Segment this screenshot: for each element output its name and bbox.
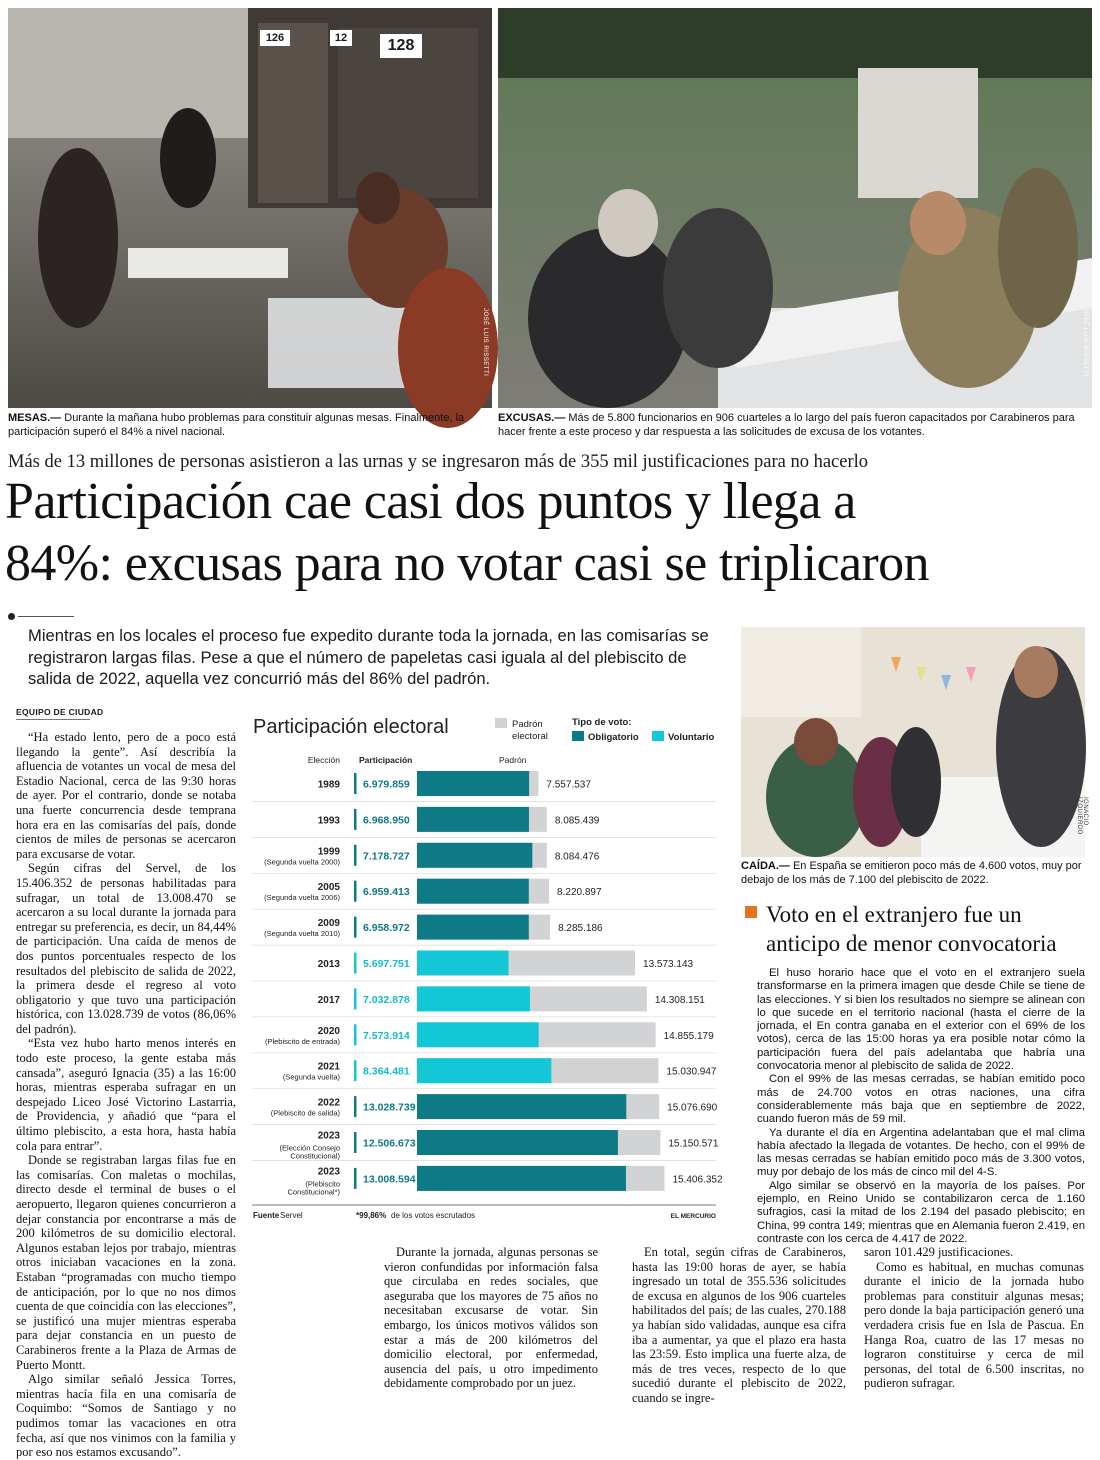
kicker: Más de 13 millones de personas asistieron a las urnas y se ingresaron más de 355 mil justificaciones para no hacerlo — [8, 452, 869, 472]
participation-bar — [417, 1094, 626, 1119]
row-subtitle: (Plebiscito de salida) — [270, 1108, 340, 1118]
row-year: 1989 — [317, 779, 340, 791]
row-subtitle: (Segunda vuelta) — [282, 1072, 340, 1082]
photo-mesas-illustration — [8, 8, 492, 408]
caption-label: MESAS.— — [8, 412, 62, 424]
photo-caida — [741, 627, 1088, 857]
article-paragraph: Durante la jornada, algunas personas se vieron confundidas por información falsa que circulaba en redes sociales, que aseguraba que los mayores de 75 años no necesitaban excusarse de votar. Sin embargo, los únicos motivos válidos son estar a más de 200 kilómetros del domicilio electoral, por enfermedad, ausencia del país, u otro impedimento debidamente comprobado por un juez. — [384, 1245, 598, 1391]
caption-excusas — [498, 411, 1092, 439]
sidebar-square-icon — [745, 906, 757, 918]
article-paragraph: En total, según cifras de Carabineros, hasta las 19:00 horas de ayer, se había ingresado un total de 355.536 solicitudes de excusa en algunos de los 906 cuarteles habilitados del país; de las cuales, 270.188 ya habían sido validadas, aunque esa cifra iba a aumentar, ya que el plazo era hasta las 23:59. Esto implica una fuerte alza, de más de tres veces, respecto de lo que sucedió durante el plebiscito de 2022, cuando se ingre- — [632, 1245, 846, 1405]
article-paragraph: “Esta vez hubo harto menos interés en todo este proceso, la gente estaba más cansada”, aseguró Ignacia (35) a las 16:00 horas, mientras esperaba sufragar en un despejado Liceo José Victorino Lastarria, de Providencia, y añadió que “para el último plebiscito, a esta hora, hasta había cola para entrar”. — [16, 1036, 236, 1153]
row-subtitle: Constitucional*) — [287, 1187, 340, 1197]
padron-label: 13.573.143 — [643, 959, 694, 970]
participation-marker — [354, 845, 357, 866]
photo-credit: IGNACIO IZQUIERDO — [1076, 797, 1088, 835]
legend-padron-1: Padrón — [512, 719, 543, 730]
photo-credit: JOSÉ LUIS RISSETTI — [482, 308, 488, 377]
participation-label: 5.697.751 — [363, 958, 410, 970]
participation-marker — [354, 953, 357, 974]
chart-footnote-mark: *99,86% — [356, 1211, 387, 1220]
lead-bullet-icon — [8, 613, 15, 620]
row-subtitle: (Segunda vuelta 2010) — [264, 929, 340, 939]
byline: EQUIPO DE CIUDAD — [16, 707, 104, 717]
participation-label: 6.968.950 — [363, 814, 410, 827]
participation-bar — [417, 843, 532, 868]
participation-marker — [354, 1024, 357, 1045]
padron-label: 7.557.537 — [546, 779, 591, 791]
participation-label: 6.959.413 — [363, 886, 410, 899]
chart-footnote: de los votos escrutados — [391, 1211, 476, 1220]
row-subtitle: (Plebiscito — [305, 1179, 340, 1189]
col-header-eleccion: Elección — [307, 755, 340, 765]
participation-chart-svg — [244, 708, 724, 1228]
article-paragraph: “Ha estado lento, pero de a poco está llegando la gente”. Así describía la afluencia de votantes un vocal de mesa del Estadio Nacional, cerca de las 9:30 horas de ayer. Por el contrario, donde se notaba una fuerte concurrencia desde temprana hora era en las comisarías del país, donde cientos de miles de personas se acercaron para excusarse de votar. — [16, 730, 236, 861]
participation-label: 8.364.481 — [363, 1065, 410, 1078]
legend-swatch-obligatorio — [572, 731, 584, 741]
row-subtitle: (Segunda vuelta 2000) — [264, 857, 340, 867]
chart-title: Participación electoral — [253, 716, 449, 738]
participation-chart — [244, 708, 724, 1228]
participation-bar — [417, 1022, 539, 1047]
participation-marker — [354, 1168, 357, 1189]
participation-marker — [354, 1060, 357, 1081]
caption-text: Durante la mañana hubo problemas para constituir algunas mesas. Finalmente, la participación superó el 84% a nivel nacional. — [8, 412, 465, 438]
padron-label: 8.285.186 — [558, 923, 603, 935]
photo-caida-illustration — [741, 627, 1085, 857]
participation-label: 6.958.972 — [363, 922, 410, 935]
row-subtitle: (Elección Consejo — [279, 1143, 340, 1153]
caption-label: EXCUSAS.— — [498, 412, 566, 424]
byline-rule — [16, 719, 90, 720]
participation-bar — [417, 986, 530, 1011]
col-header-padron: Padrón — [499, 755, 527, 765]
article-column-1 — [16, 730, 236, 1460]
article-paragraph: Donde se registraban largas filas fue en las comisarías. Con maletas o mochilas, directo desde el terminal de buses o el aeropuerto, llegaron quienes concurrieron a dejar constancia por encontrarse a más de 200 kilómetros de su domicilio electoral. Algunos estaban lejos por trabajo, mientras otros iniciaban vacaciones en la zona. Estaban “programadas con mucho tiempo de anticipación, por lo que no nos dimos cuenta de que coincidía con las elecciones”, se justificó una mujer mientras esperaba para dejar constancia en un puesto de Carabineros frente a la Plaza de Armas de Puerto Montt. — [16, 1153, 236, 1372]
photo-excusas — [498, 8, 1092, 408]
padron-label: 14.308.151 — [654, 994, 705, 1006]
participation-label: 13.028.739 — [363, 1101, 416, 1114]
row-subtitle: Constitucional) — [290, 1151, 340, 1161]
padron-label: 14.855.179 — [663, 1030, 714, 1042]
caption-text: En España se emitieron poco más de 4.600 votos, muy por debajo de los más de 7.100 del plebiscito de 2022. — [741, 860, 1082, 886]
participation-marker — [354, 1132, 357, 1153]
sidebar-title-line-1: Voto en el extranjero fue un — [766, 902, 1022, 927]
participation-label: 7.573.914 — [363, 1029, 410, 1042]
participation-label: 13.008.594 — [363, 1173, 416, 1186]
sidebar-body — [757, 967, 1085, 1246]
row-year: 2023 — [317, 1166, 340, 1178]
row-year: 2009 — [317, 918, 340, 930]
caption-caida — [741, 860, 1085, 887]
row-year: 2023 — [317, 1130, 340, 1142]
row-year: 2017 — [317, 994, 340, 1006]
participation-bar — [417, 1166, 626, 1191]
participation-label: 6.979.859 — [363, 778, 410, 791]
sidebar-paragraph: Ya durante el día en Argentina adelantaban que el mal clima había afectado la llegada de votantes. De hecho, con el 99% de las mesas cerradas se habían emitido poco más de 3.300 votos, muy por debajo de los más de cinco mil del 4-S. — [757, 1126, 1085, 1179]
photo-credit: JOSÉ LUIS RISSETTI — [1082, 308, 1088, 377]
row-year: 2021 — [317, 1061, 340, 1073]
row-subtitle: (Segunda vuelta 2006) — [264, 893, 340, 903]
headline-line-1: Participación cae casi dos puntos y llega a — [5, 473, 856, 530]
row-subtitle: (Plebiscito de entrada) — [264, 1036, 340, 1046]
col-header-participacion: Participación — [359, 755, 413, 765]
article-paragraph: Algo similar señaló Jessica Torres, mientras hacía fila en una comisaría de Coquimbo: “Somos de Santiago y no pudimos tomar las vacaciones en otra fecha, así que nos vinimos con la familia y por eso nos estamos excusando”. — [16, 1372, 236, 1460]
participation-bar — [417, 915, 529, 940]
legend-obligatorio: Obligatorio — [588, 732, 639, 743]
sidebar-paragraph: Algo similar se observó en la mayoría de los países. Por ejemplo, en Reino Unido se contabilizaron cerca de 1.160 sufragios, casi la mitad de los 2.194 del pasado plebiscito; en China, 99 contra 149; mientras que en Alemania fueron 2.419, en contraste con los cerca de 4.417 de 2022. — [757, 1179, 1085, 1245]
participation-bar — [417, 771, 529, 796]
participation-label: 12.506.673 — [363, 1137, 416, 1150]
padron-label: 15.076.690 — [667, 1102, 718, 1114]
row-year: 2022 — [317, 1097, 340, 1109]
participation-label: 7.178.727 — [363, 850, 410, 863]
sidebar-paragraph: Con el 99% de las mesas cerradas, se habían emitido poco más de 24.700 votos en otras naciones, una cifra considerablemente más baja que en septiembre de 2022, cuando fueron más de 59 mil. — [757, 1073, 1085, 1126]
participation-marker — [354, 988, 357, 1009]
booth-number-12: 12 — [330, 30, 352, 46]
participation-marker — [354, 809, 357, 830]
legend-tipo: Tipo de voto: — [572, 717, 632, 728]
participation-label: 7.032.878 — [363, 993, 410, 1006]
padron-label: 15.150.571 — [668, 1138, 719, 1150]
chart-brand: EL MERCURIO — [670, 1213, 716, 1220]
photo-excusas-illustration — [498, 8, 1092, 408]
caption-text: Más de 5.800 funcionarios en 906 cuarteles a lo largo del país fueron capacitados por Carabineros para hacer frente a este proceso y dar respuesta a las solicitudes de excusa de los votantes. — [498, 412, 1075, 438]
padron-label: 8.220.897 — [557, 887, 602, 899]
row-year: 2005 — [317, 882, 340, 894]
row-year: 1999 — [317, 846, 340, 858]
article-column-4 — [864, 1245, 1084, 1391]
padron-label: 8.084.476 — [554, 851, 600, 863]
sidebar-paragraph: El huso horario hace que el voto en el extranjero suela transformarse en la primera imagen que desde Chile se tiene de las elecciones. Y si bien los resultados no siempre se alinean con lo que sucede en el territorio nacional (hasta el cierre de la jornada, el En contra ganaba en el exterior con el 69% de los votos), cerca de las 15:00 horas ya era posible notar cómo la participación fuera del país adelantaba que habría una convocatoria menor al plebiscito de salida de 2022. — [757, 967, 1086, 1073]
legend-padron-2: electoral — [512, 731, 548, 742]
lead-rule — [18, 616, 74, 617]
legend-voluntario: Voluntario — [668, 732, 715, 743]
article-paragraph: Según cifras del Servel, de los 15.406.352 de personas habilitadas para sufragar, un total de 13.008.470 se acercaron a su local durante la jornada para entregar su preferencia, es decir, un 84,44% de participación. Una caída de menos de dos puntos porcentuales respecto de los resultados del plebiscito de salida de 2022, la primera desde el regreso al voto obligatorio y que tuvo una participación histórica, con 13.028.739 de votos (86,06% del padrón). — [16, 861, 236, 1036]
participation-bar — [417, 807, 529, 832]
padron-label: 8.085.439 — [554, 815, 600, 827]
chart-source-label: Fuente — [253, 1211, 280, 1220]
booth-number-128: 128 — [380, 34, 422, 58]
participation-bar — [417, 1058, 551, 1083]
article-column-2 — [384, 1245, 598, 1391]
deck: Mientras en los locales el proceso fue expedito durante toda la jornada, en las comisarías se registraron largas filas. Pese a que el número de papeletas casi iguala al del plebiscito de salida de 2022, aquella vez concurrió más del 86% del padrón. — [28, 626, 709, 688]
participation-marker — [354, 917, 357, 938]
article-column-3 — [632, 1245, 846, 1406]
participation-marker — [354, 881, 357, 902]
legend-swatch-padron — [495, 718, 507, 728]
participation-bar — [417, 879, 529, 904]
chart-source: Servel — [280, 1211, 303, 1220]
article-paragraph: saron 101.429 justificaciones. — [864, 1245, 1014, 1259]
participation-marker — [354, 1096, 357, 1117]
headline-line-2: 84%: excusas para no votar casi se triplicaron — [5, 535, 929, 592]
participation-marker — [354, 773, 357, 794]
legend-swatch-voluntario — [652, 731, 664, 741]
sidebar-title-line-2: anticipo de menor convocatoria — [766, 931, 1057, 956]
caption-label: CAÍDA.— — [741, 860, 790, 872]
row-year: 2013 — [317, 959, 340, 970]
caption-mesas — [8, 411, 492, 439]
padron-label: 15.406.352 — [672, 1174, 723, 1186]
participation-bar — [417, 1130, 618, 1155]
padron-label: 15.030.947 — [666, 1066, 717, 1078]
row-year: 2020 — [317, 1025, 340, 1037]
booth-number-126: 126 — [260, 30, 290, 46]
row-year: 1993 — [317, 815, 340, 827]
photo-mesas — [8, 8, 492, 408]
participation-bar — [417, 951, 509, 976]
article-paragraph: Como es habitual, en muchas comunas durante el inicio de la jornada hubo problemas para constituir algunas mesas; pero donde la baja participación generó una verdadera crisis fue en Isla de Pascua. En Hanga Roa, cuatro de las 17 mesas no lograron constituirse y cerca de mil personas, del total de 6.500 inscritas, no pudieron sufragar. — [864, 1259, 1084, 1391]
